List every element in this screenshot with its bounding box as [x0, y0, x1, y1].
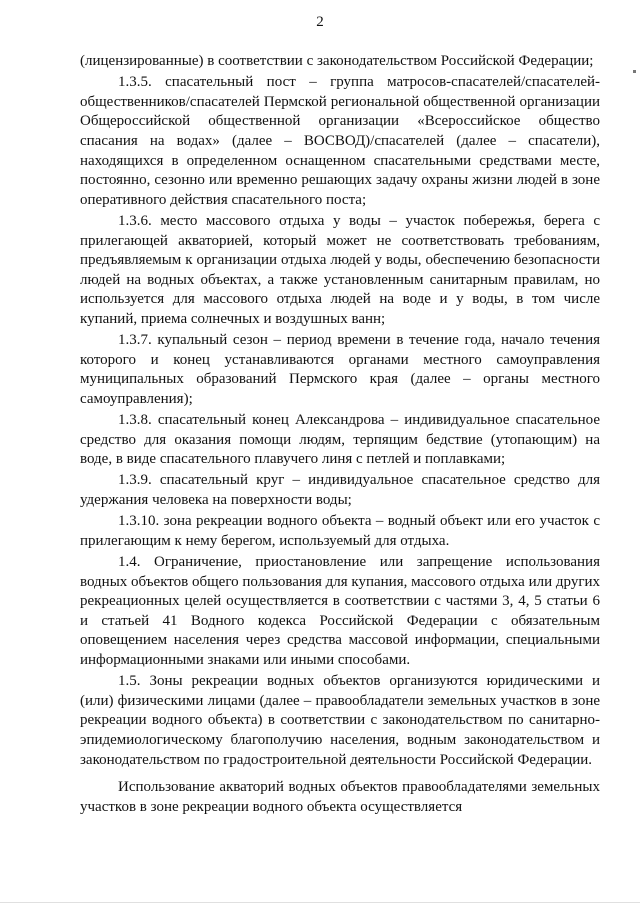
paragraph-1-3-6: 1.3.6. место массового отдыха у воды – участок побережья, берега с прилегающей акваторией, который может не соответствовать требованиям, предъявляемым к организации отдыха людей у воды, обеспечению безопасности людей на водных объектах, а также установленным санитарным правилам, но используется для массового отдыха людей на воде и у воды, в том числе купаний, приема солнечных и воздушных ванн; [80, 212, 600, 327]
scan-bottom-line [0, 902, 640, 903]
paragraph-1-3-5: 1.3.5. спасательный пост – группа матросов-спасателей/спасателей-общественников/спасателей Пермской региональной общественной организации Общероссийской общественной организации «Всероссийское общество спасания на водах» (далее – ВОСВОД)/спасателей (далее – спасатели), находящихся в определенном оснащенном спасательными средствами месте, постоянно, сезонно или временно решающих задачу охраны жизни людей в зоне оперативного действия спасательного поста; [80, 74, 600, 208]
paragraph-1-3-8: 1.3.8. спасательный конец Александрова – индивидуальное спасательное средство для оказания помощи людям, терпящим бедствие (утопающим) на воде, в виде спасательного плавучего линя с петлей и поплавками; [80, 412, 600, 468]
paragraph-1-3-9: 1.3.9. спасательный круг – индивидуальное спасательное средство для удержания человека на поверхности воды; [80, 472, 600, 509]
paragraph-continuation: (лицензированные) в соответствии с законодательством Российской Федерации; [80, 53, 594, 69]
paragraph-1-5: 1.5. Зоны рекреации водных объектов организуются юридическими и (или) физическими лицами (далее – правообладатели земельных участков в зоне рекреации водного объекта) в соответствии с законодательством по санитарно-эпидемиологическому благополучию населения, водным законодательством и законодательством по градостроительной деятельности Российской Федерации. [80, 673, 600, 768]
scan-edge-mark [633, 70, 636, 73]
paragraph-1-3-7: 1.3.7. купальный сезон – период времени в течение года, начало течения которого и конец устанавливаются органами местного самоуправления муниципальных образований Пермского края (далее – органы местного самоуправления); [80, 332, 600, 407]
paragraph-usage: Использование акваторий водных объектов правообладателями земельных участков в зоне рекреации водного объекта осуществляется [80, 779, 600, 815]
paragraph-1-4: 1.4. Ограничение, приостановление или запрещение использования водных объектов общего пользования для купания, массового отдыха или других рекреационных целей осуществляется в соответствии с частями 3, 4, 5 статьи 6 и статьей 41 Водного кодекса Российской Федерации с обязательным оповещением населения через средства массовой информации, специальными информационными знаками или иными способами. [80, 554, 600, 668]
document-body [80, 52, 600, 819]
page-number: 2 [316, 14, 324, 30]
paragraph-1-3-10: 1.3.10. зона рекреации водного объекта – водный объект или его участок с прилегающим к нему берегом, используемый для отдыха. [80, 513, 600, 549]
